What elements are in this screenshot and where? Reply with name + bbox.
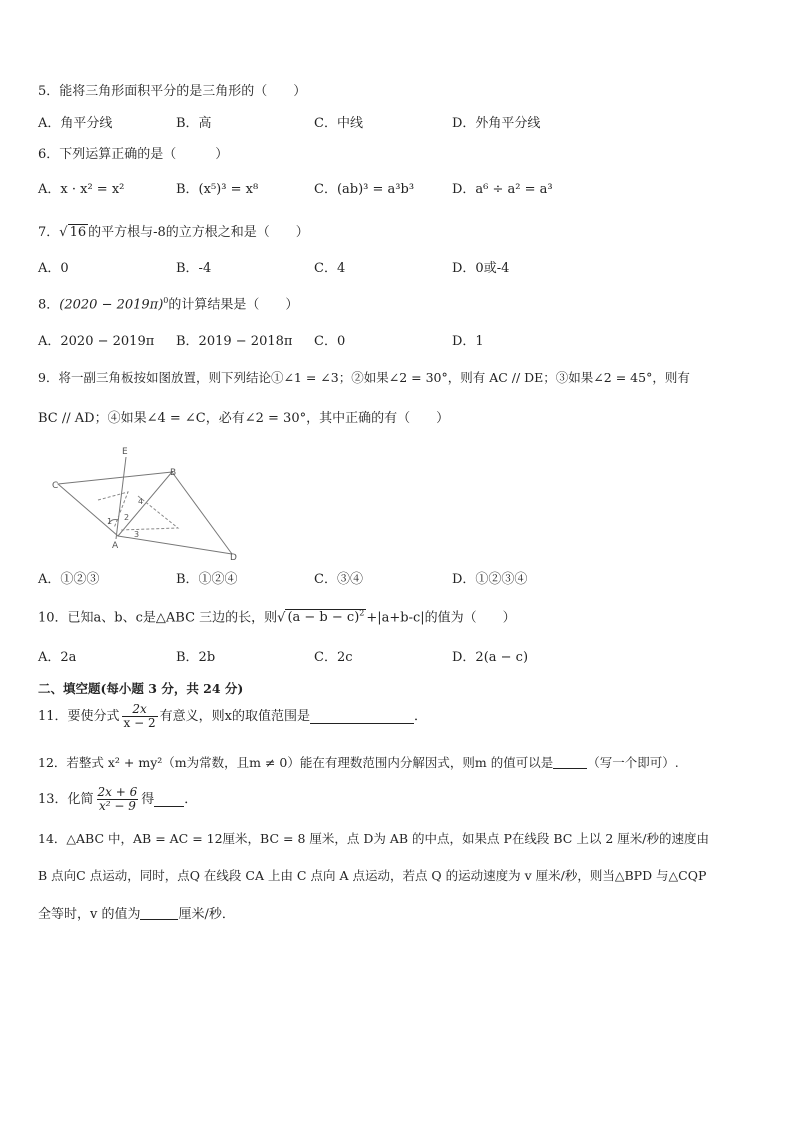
q12-stem xyxy=(38,755,679,770)
q14-line3-tail: 厘米/秒． xyxy=(178,907,235,922)
q10-option-b: B．2b xyxy=(176,650,216,665)
q9-stem-line2: BC // AD；④如果∠4 = ∠C，必有∠2 = 30°，其中正确的有（ ） xyxy=(38,411,450,426)
q9-line-ae xyxy=(116,457,126,539)
q13-fraction: $\frac{2x + 6}{\text{x² − 9}}$ xyxy=(97,785,138,814)
q8-option-b: B．2019 − 2018π xyxy=(176,334,293,349)
q7-option-c: C．4 xyxy=(314,261,346,276)
q8-option-c: C．0 xyxy=(314,334,346,349)
q10-option-a: A．2a xyxy=(38,650,77,665)
q5-option-c: C．中线 xyxy=(314,116,363,131)
q9-label-2: 2 xyxy=(124,513,130,522)
q9-label-b: B xyxy=(170,468,177,478)
q6-option-d: D．a⁶ ÷ a² = a³ xyxy=(452,182,553,197)
q13-end: ． xyxy=(184,792,198,808)
q6-option-c: C．(ab)³ = a³b³ xyxy=(314,182,415,197)
q13-head: 13．化简 xyxy=(38,792,94,808)
q6-stem: 6．下列运算正确的是（ ） xyxy=(38,147,229,162)
q7-sqrt: √ 16 xyxy=(59,225,87,240)
q9-stem-line1: 9．将一副三角板按如图放置，则下列结论①∠1 = ∠3；②如果∠2 = 30°，则有 AC // DE；③如果∠2 = 45°，则有 xyxy=(38,370,690,385)
q14-line1: 14．△ABC 中，AB = AC = 12厘米，BC = 8 厘米，点 D为 AB 的中点，如果点 P在线段 BC 上以 2 厘米/秒的速度由 xyxy=(38,831,709,846)
q9-label-c: C xyxy=(52,481,59,491)
q10-option-c: C．2c xyxy=(314,650,353,665)
q13-stem xyxy=(38,786,197,813)
q5-stem: 5．能将三角形面积平分的是三角形的（ ） xyxy=(38,84,307,99)
q9-option-b: B．①②④ xyxy=(176,572,238,587)
q7-stem-tail: 的平方根与-8的立方根之和是（ ） xyxy=(88,225,309,240)
q10-stem xyxy=(38,610,516,624)
q14-line3 xyxy=(38,906,235,921)
q9-option-d: D．①②③④ xyxy=(452,572,528,587)
q11-tail: 有意义，则x的取值范围是 xyxy=(159,709,310,725)
q14-line2: B 点向C 点运动，同时，点Q 在线段 CA 上由 C 点向 A 点运动，若点 Q 的运动速度为 v 厘米/秒，则当△BPD 与△CQP xyxy=(38,868,707,883)
q5-option-a: A．角平分线 xyxy=(38,116,113,131)
q8-stem xyxy=(38,297,298,311)
q8-exponent: 0 xyxy=(163,296,169,305)
q9-label-1: 1 xyxy=(107,517,113,526)
q9-option-a: A．①②③ xyxy=(38,572,100,587)
q10-sqrt: √ $(a - b - c)^2$ xyxy=(277,609,365,626)
q5-option-b: B．高 xyxy=(176,116,212,131)
q10-stem-tail: +|a+b-c|的值为（ ） xyxy=(366,610,516,626)
q11-fraction: $\frac{2x}{x - 2}$ xyxy=(123,702,156,731)
q9-label-a: A xyxy=(112,541,119,551)
q8-stem-tail: 的计算结果是（ ） xyxy=(168,297,299,313)
q5-option-d: D．外角平分线 xyxy=(452,116,541,131)
q8-option-d: D．1 xyxy=(452,334,484,349)
q13-answer-blank[interactable] xyxy=(154,793,184,807)
q9-line-bd xyxy=(172,472,232,554)
q9-label-d: D xyxy=(230,553,237,562)
q9-option-c: C．③④ xyxy=(314,572,363,587)
q6-option-a: A．x · x² = x² xyxy=(38,182,125,197)
q7-option-b: B．-4 xyxy=(176,261,212,276)
q11-end: ． xyxy=(413,709,427,725)
q9-label-4: 4 xyxy=(138,497,144,506)
q8-option-a: A．2020 − 2019π xyxy=(38,334,155,349)
q14-line3-head: 全等时，v 的值为 xyxy=(38,907,141,922)
q7-number: 7． xyxy=(38,225,60,240)
q8-number: 8． xyxy=(38,297,60,313)
q11-stem xyxy=(38,703,427,730)
q12-tail: （写一个即可）. xyxy=(587,755,679,770)
q7-option-a: A．0 xyxy=(38,261,69,276)
q14-answer-blank[interactable] xyxy=(140,906,178,920)
q8-expression: (2020 − 2019π) xyxy=(59,297,164,313)
q12-answer-blank[interactable] xyxy=(553,755,587,769)
q11-head: 11．要使分式 xyxy=(38,709,120,725)
q9-label-3: 3 xyxy=(134,530,140,539)
q11-answer-blank[interactable] xyxy=(310,710,414,724)
q10-stem-head: 10．已知a、b、c是△ABC 三边的长，则 xyxy=(38,610,278,626)
section-heading: 二、填空题(每小题 3 分，共 24 分) xyxy=(38,681,244,696)
q10-option-d: D．2(a − c) xyxy=(452,650,529,665)
q9-label-e: E xyxy=(122,447,128,457)
q12-text: 12．若整式 x² + my²（m为常数，且m ≠ 0）能在有理数范围内分解因式，则m 的值可以是 xyxy=(38,755,554,770)
q7-option-d: D．0或-4 xyxy=(452,261,510,276)
q7-stem xyxy=(38,226,309,239)
q9-figure xyxy=(50,442,250,562)
q13-tail: 得 xyxy=(141,792,155,808)
q6-option-b: B．(x⁵)³ = x⁸ xyxy=(176,182,259,197)
